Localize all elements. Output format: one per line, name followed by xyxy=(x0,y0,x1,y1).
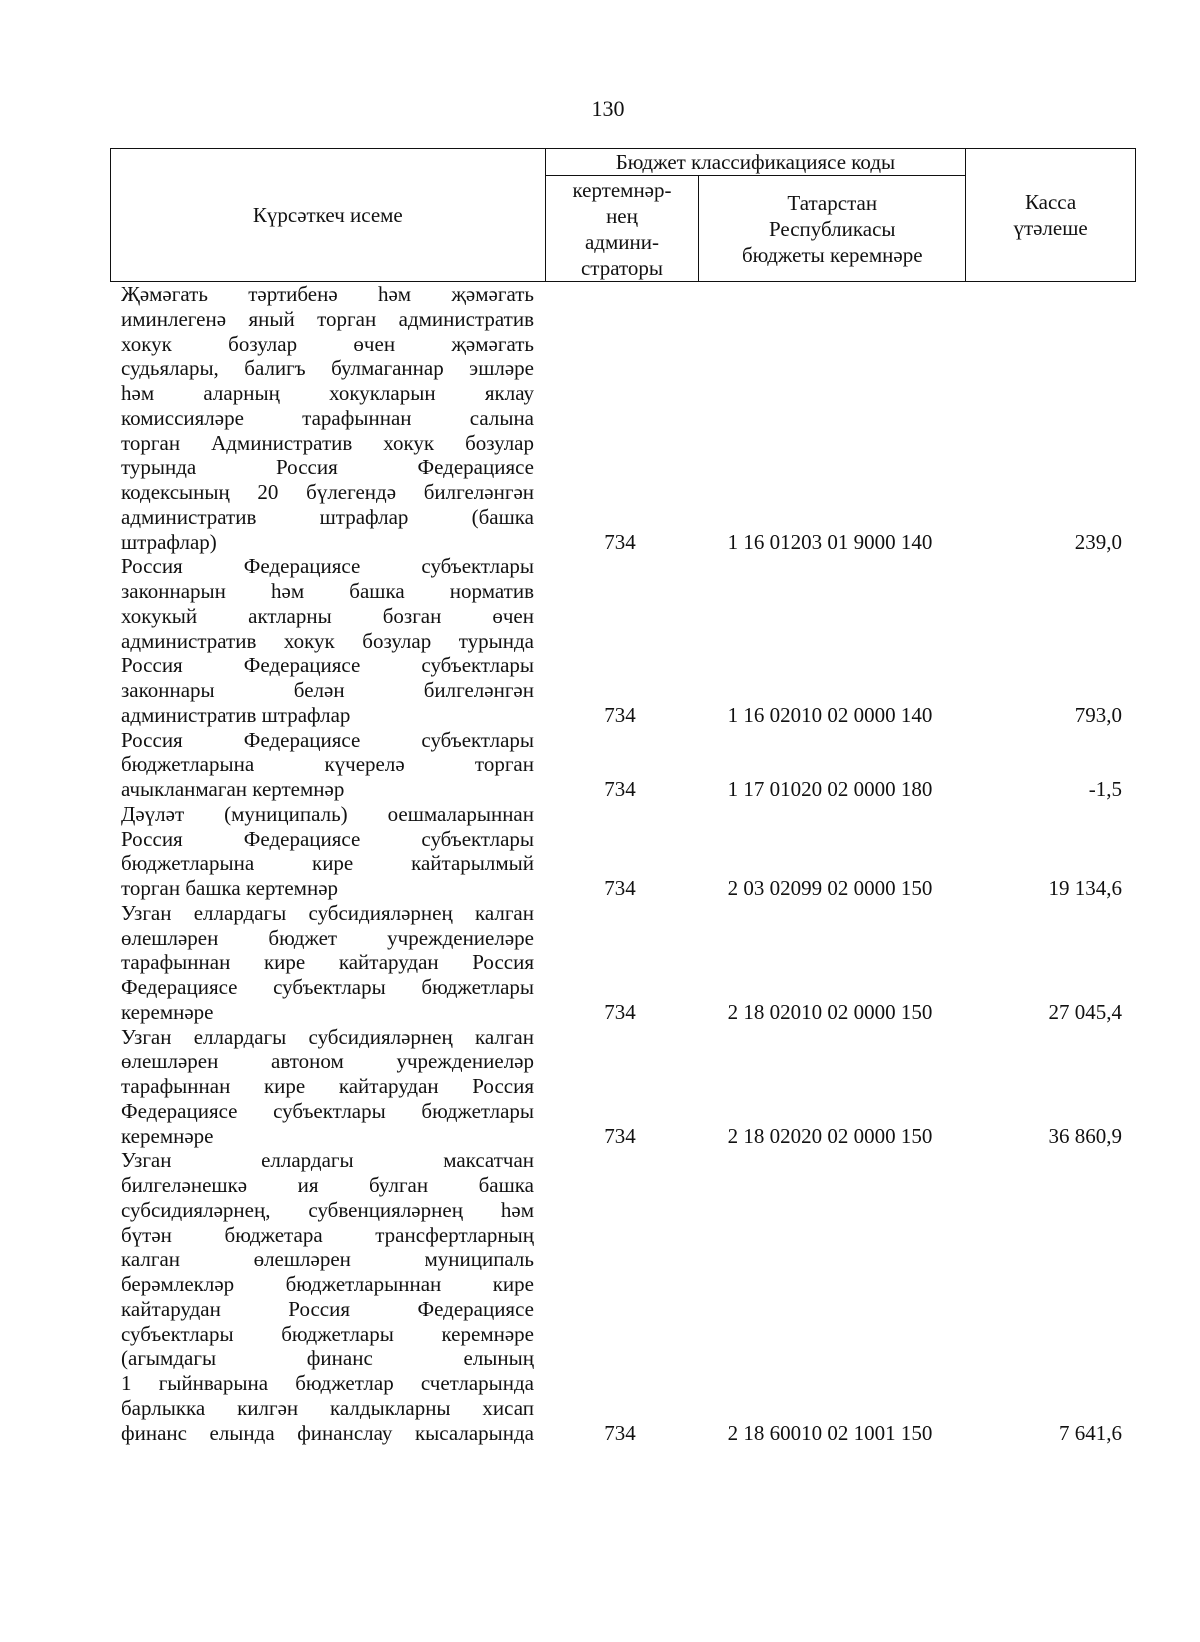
admin-header-line: страторы xyxy=(580,255,663,280)
cash-amount-cell: -1,5 xyxy=(1088,777,1122,801)
revenue-code-cell: 2 03 02099 02 0000 150 xyxy=(727,876,933,900)
indicator-name-line: административ хокук бозулар турында xyxy=(121,628,534,653)
revenue-code-cell: 1 16 02010 02 0000 140 xyxy=(727,702,933,727)
indicator-name-line: керемнәре xyxy=(121,999,214,1024)
indicator-name-cell xyxy=(121,901,534,1025)
indicator-name-line: законнары белән билгеләнгән xyxy=(121,678,534,702)
admin-code-cell: 734 xyxy=(604,1123,636,1148)
cash-header-line: Касса xyxy=(1024,190,1077,214)
indicator-name-line: административ штрафлар (башка xyxy=(121,504,534,529)
indicator-name-cell xyxy=(121,1148,534,1445)
indicator-name-line: калган өлешләрен муниципаль xyxy=(121,1247,534,1272)
indicator-name-line: берәмлекләр бюджетларыннан кире xyxy=(121,1272,534,1296)
indicator-name-line: штрафлар) xyxy=(121,529,217,554)
indicator-name-line: Россия Федерациясе субъектлары xyxy=(121,727,534,752)
cash-amount-cell: 7 641,6 xyxy=(1059,1420,1122,1445)
indicator-name-line: Узган еллардагы субсидияләрнең калган xyxy=(121,900,534,925)
indicator-name-line: кайтарудан Россия Федерациясе xyxy=(121,1296,534,1321)
cash-amount-cell: 36 860,9 xyxy=(1048,1123,1122,1148)
indicator-name-line: комиссияләре тарафыннан салына xyxy=(121,405,534,430)
column-header-indicator-name: Күрсәткеч исеме xyxy=(111,149,546,282)
indicator-name-line: һәм аларның хокукларын яклау xyxy=(121,381,534,405)
indicator-name-line: билгеләнешкә ия булган башка xyxy=(121,1173,534,1197)
indicator-name-line: хокукый актларны бозган өчен xyxy=(121,603,534,628)
admin-code-cell: 734 xyxy=(604,876,636,900)
indicator-name-line: өлешләрен бюджет учреждениеләре xyxy=(121,925,534,950)
indicator-name-line: хокук бозулар өчен җәмәгать xyxy=(121,331,534,356)
indicator-name-line: судьялары, балигъ булмаганнар эшләре xyxy=(121,356,534,381)
page-number: 130 xyxy=(591,96,625,121)
indicator-name-line: 1 гыйнварына бюджетлар счетларында xyxy=(121,1371,534,1395)
revenue-code-cell: 1 17 01020 02 0000 180 xyxy=(727,777,933,801)
indicator-name-line: керемнәре xyxy=(121,1123,214,1148)
indicator-name-line: Федерациясе субъектлары бюджетлары xyxy=(121,975,534,999)
admin-code-cell: 734 xyxy=(604,1420,636,1445)
indicator-name-cell xyxy=(121,1025,534,1149)
indicator-name-line: торган башка кертемнәр xyxy=(121,876,339,900)
indicator-name-line: бюджетларына кире кайтарылмый xyxy=(121,851,534,876)
indicator-name-line: тарафыннан кире кайтарудан Россия xyxy=(121,950,534,975)
indicator-name-line: субсидияләрнең, субвенцияләрнең һәм xyxy=(121,1197,534,1222)
indicator-name-line: Дәүләт (муниципаль) оешмаларыннан xyxy=(121,801,534,826)
indicator-name-line: Узган еллардагы субсидияләрнең калган xyxy=(121,1024,534,1049)
revenue-code-cell: 1 16 01203 01 9000 140 xyxy=(727,529,933,554)
indicator-name-cell xyxy=(121,554,534,727)
indicator-name-line: субъектлары бюджетлары керемнәре xyxy=(121,1321,534,1346)
indicator-name-cell xyxy=(121,282,534,554)
admin-code-cell: 734 xyxy=(604,777,636,801)
indicator-name-line: Федерациясе субъектлары бюджетлары xyxy=(121,1098,534,1123)
admin-header-line: нең xyxy=(606,203,638,228)
admin-header-line: админи- xyxy=(584,229,659,254)
indicator-name-line: финанс елында финанслау кысаларында xyxy=(121,1420,534,1445)
indicator-name-line: (агымдагы финанс елының xyxy=(121,1346,534,1371)
revenue-code-cell: 2 18 02010 02 0000 150 xyxy=(727,999,933,1024)
admin-code-cell: 734 xyxy=(604,999,636,1024)
indicator-name-line: өлешләрен автоном учреждениеләр xyxy=(121,1049,534,1074)
revenue-code-cell: 2 18 02020 02 0000 150 xyxy=(727,1123,933,1148)
cash-amount-cell: 19 134,6 xyxy=(1048,876,1122,900)
indicator-name-line: барлыкка килгән калдыкларны хисап xyxy=(121,1395,534,1420)
indicator-name-line: ачыкланмаган кертемнәр xyxy=(121,777,345,801)
indicator-name-line: Узган еллардагы максатчан xyxy=(121,1148,534,1173)
revenue-header-line: Татарстан xyxy=(787,190,878,215)
indicator-name-line: Россия Федерациясе субъектлары xyxy=(121,554,534,579)
indicator-name-line: законнарын һәм башка норматив xyxy=(121,579,534,603)
admin-code-cell: 734 xyxy=(604,702,636,727)
cash-header-line: үтәлеше xyxy=(1013,216,1088,240)
indicator-name-line: Россия Федерациясе субъектлары xyxy=(121,826,534,851)
column-group-budget-code: Бюджет классификациясе коды xyxy=(545,149,966,176)
indicator-name-line: бүтән бюджетара трансфертларның xyxy=(121,1222,534,1247)
cash-amount-cell: 793,0 xyxy=(1074,702,1122,727)
revenue-code-cell: 2 18 60010 02 1001 150 xyxy=(727,1420,933,1445)
indicator-name-cell xyxy=(121,728,534,802)
indicator-name-line: турында Россия Федерациясе xyxy=(121,455,534,480)
indicator-name-line: административ штрафлар xyxy=(121,702,351,727)
cash-amount-cell: 27 045,4 xyxy=(1048,999,1122,1024)
cash-amount-cell: 239,0 xyxy=(1074,529,1122,554)
indicator-name-line: бюджетларына күчерелә торган xyxy=(121,752,534,777)
revenue-header-line: Республикасы xyxy=(768,216,896,241)
revenue-header-line: бюджеты керемнәре xyxy=(741,242,923,267)
indicator-name-line: Россия Федерациясе субъектлары xyxy=(121,653,534,678)
indicator-name-cell xyxy=(121,802,534,901)
indicator-name-line: иминлегенә яный торган административ xyxy=(121,306,534,331)
admin-code-cell: 734 xyxy=(604,529,636,554)
admin-header-line: кертемнәр- xyxy=(572,177,672,202)
indicator-name-line: Җәмәгать тәртибенә һәм җәмәгать xyxy=(121,282,534,306)
indicator-name-line: кодексының 20 бүлегендә билгеләнгән xyxy=(121,480,534,504)
indicator-name-line: тарафыннан кире кайтарудан Россия xyxy=(121,1074,534,1098)
indicator-name-line: торган Административ хокук бозулар xyxy=(121,430,534,455)
